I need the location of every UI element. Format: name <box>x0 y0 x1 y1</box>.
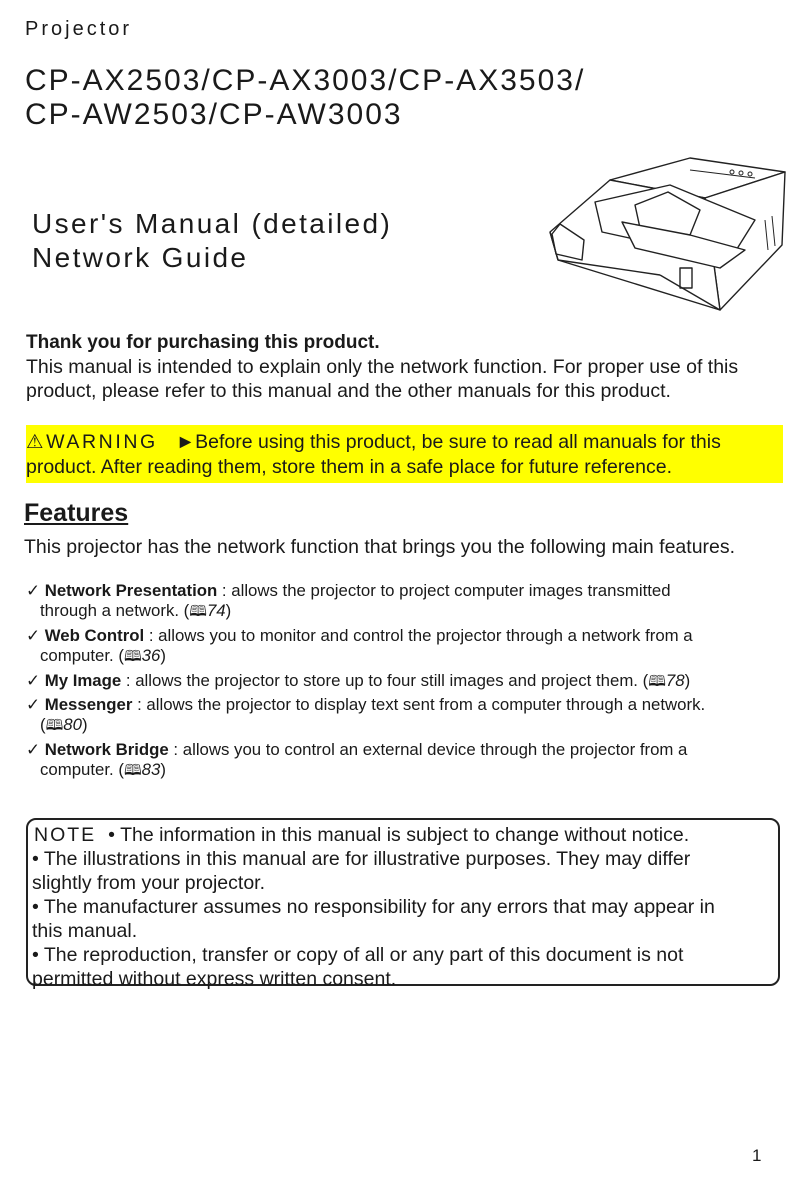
document-title-line-1: User's Manual (detailed) <box>32 208 393 239</box>
feature-description-cont: computer. ( <box>40 760 124 779</box>
page-reference[interactable] <box>648 671 684 690</box>
feature-name: Network Bridge <box>44 740 169 759</box>
paren-close: ) <box>684 671 691 690</box>
page-number-ref: 78 <box>665 671 685 690</box>
warning-text-line-1: ►Before using this product, be sure to read all manuals for this <box>175 431 721 453</box>
note-line-1 <box>34 824 689 847</box>
feature-description-cont: ( <box>40 715 46 734</box>
feature-name: Web Control <box>44 626 145 645</box>
feature-description-cont: computer. ( <box>40 646 124 665</box>
warning-label: ⚠WARNING <box>26 431 158 453</box>
feature-description: : allows you to control an external device through the projector from a <box>168 740 688 759</box>
page-reference[interactable] <box>46 715 82 734</box>
paren-close: ) <box>160 760 166 779</box>
note-line-6: • The reproduction, transfer or copy of all or any part of this document is not <box>32 944 684 966</box>
paren-close: ) <box>160 646 166 665</box>
feature-item-web-control <box>26 625 693 646</box>
page-number-ref: 74 <box>206 601 226 620</box>
feature-description-cont: through a network. ( <box>40 601 190 620</box>
page-number-ref: 83 <box>141 760 161 779</box>
projector-illustration <box>540 150 790 320</box>
page-reference[interactable] <box>124 646 160 665</box>
paren-close: ) <box>225 601 232 620</box>
paren-close: ) <box>81 715 88 734</box>
feature-item-network-presentation <box>26 580 671 601</box>
feature-item-continuation <box>40 715 88 740</box>
book-icon: 🕮 <box>123 762 142 779</box>
check-icon: ✓ <box>26 671 41 690</box>
check-icon: ✓ <box>26 740 41 759</box>
check-icon: ✓ <box>26 695 41 714</box>
model-names-line-1: CP-AX2503/CP-AX3003/CP-AX3503/ <box>25 64 586 97</box>
feature-description: : allows you to monitor and control the projector through a network from a <box>144 626 693 645</box>
feature-name: My Image <box>44 671 122 690</box>
book-icon: 🕮 <box>648 673 666 690</box>
feature-description: : allows the projector to display text sent from a computer through a network. <box>132 695 706 714</box>
intro-text-line-2: product, please refer to this manual and the other manuals for this product. <box>26 380 671 402</box>
note-line-3: slightly from your projector. <box>32 872 266 894</box>
note-line-2: • The illustrations in this manual are for illustrative purposes. They may differ <box>32 848 691 870</box>
book-icon: 🕮 <box>123 648 142 665</box>
book-icon: 🕮 <box>45 717 64 734</box>
book-icon: 🕮 <box>189 603 207 620</box>
warning-line-1 <box>26 430 721 454</box>
page-number: 1 <box>752 1146 762 1165</box>
document-title-line-2: Network Guide <box>32 242 249 273</box>
features-heading: Features <box>24 499 129 527</box>
feature-name: Messenger <box>44 695 133 714</box>
note-callout <box>26 818 780 990</box>
features-intro: This projector has the network function that brings you the following main features. <box>24 536 736 558</box>
document-kicker: Projector <box>25 18 133 40</box>
note-line-7: permitted without express written consent. <box>32 968 397 990</box>
feature-description: : allows the projector to project computer images transmitted <box>217 581 671 600</box>
note-label: NOTE <box>34 824 97 846</box>
feature-name: Network Presentation <box>44 581 218 600</box>
note-text: • The information in this manual is subject to change without notice. <box>108 824 690 846</box>
feature-item-my-image <box>26 670 690 696</box>
note-line-5: this manual. <box>32 920 138 942</box>
page-reference[interactable] <box>189 601 225 620</box>
model-names-line-2: CP-AW2503/CP-AW3003 <box>25 98 403 131</box>
thank-you-heading: Thank you for purchasing this product. <box>26 332 380 353</box>
warning-text-line-2: product. After reading them, store them in a safe place for future reference. <box>26 456 673 478</box>
intro-text-line-1: This manual is intended to explain only the network function. For proper use of this <box>26 356 739 378</box>
feature-item-continuation <box>40 760 166 785</box>
note-line-4: • The manufacturer assumes no responsibility for any errors that may appear in <box>32 896 715 918</box>
page-number-ref: 36 <box>141 646 161 665</box>
page-reference[interactable] <box>124 760 160 779</box>
feature-item-continuation <box>40 601 231 626</box>
feature-item-continuation <box>40 646 166 671</box>
feature-description: : allows the projector to store up to four still images and project them. ( <box>121 671 649 690</box>
feature-item-network-bridge <box>26 739 687 760</box>
check-icon: ✓ <box>26 626 41 645</box>
page-number-ref: 80 <box>63 715 82 734</box>
check-icon: ✓ <box>26 581 41 600</box>
warning-callout <box>26 425 783 483</box>
feature-item-messenger <box>26 694 705 715</box>
